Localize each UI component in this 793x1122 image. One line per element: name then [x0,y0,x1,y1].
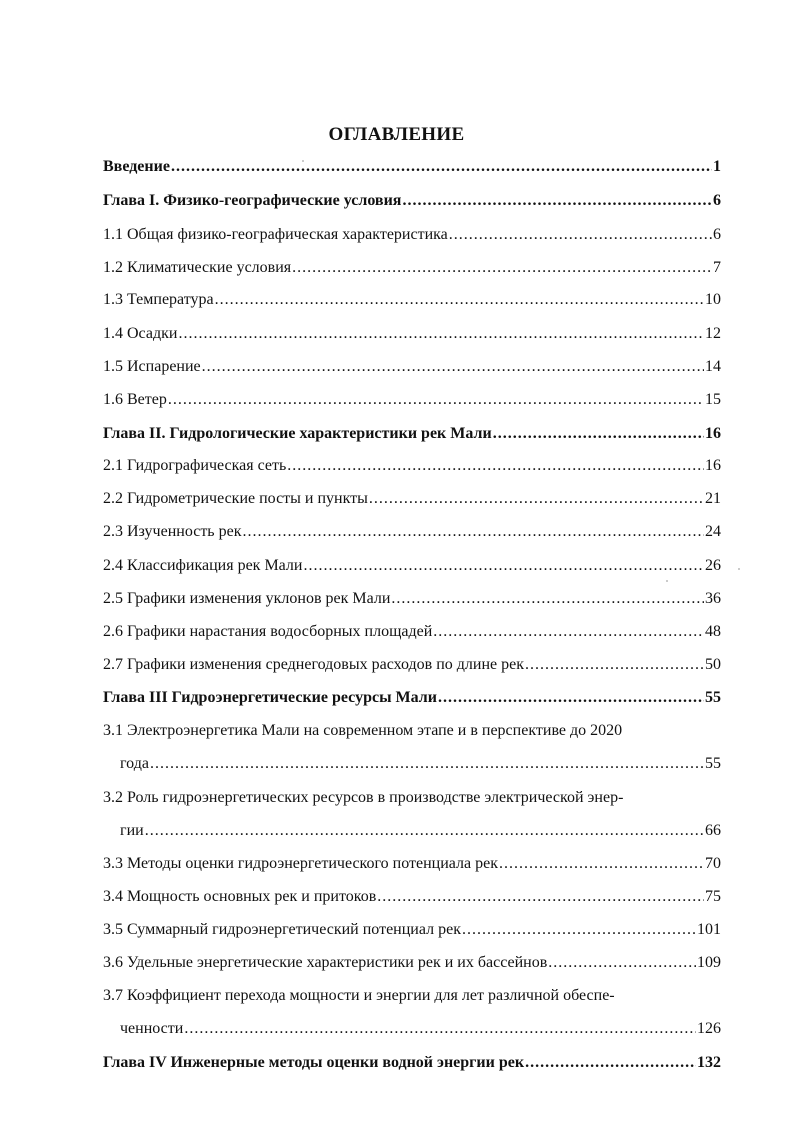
toc-entry-page-number: 7 [713,259,721,276]
toc-entry-section-2-7[interactable] [103,652,721,678]
toc-entry-page-number: 26 [705,557,721,574]
toc-entry-section-2-3[interactable] [103,519,721,545]
toc-entry-page-number: 10 [705,291,721,308]
toc-entry-chapter-4[interactable] [103,1050,721,1076]
dot-leader [242,519,704,545]
toc-entry-label: Глава II. Гидрологические характеристики рек Мали [103,425,492,442]
toc-entry-page-number: 16 [705,425,721,442]
toc-entry-section-2-4[interactable] [103,553,721,579]
toc-entry-label: 2.4 Классификация рек Мали [103,557,303,574]
toc-entry-label: 3.3 Методы оценки гидроэнергетического потенциала рек [103,855,498,872]
toc-entry-label: Глава I. Физико-географические условия [103,192,402,209]
toc-entry-label: 2.2 Гидрометрические посты и пункты [103,490,368,507]
toc-entry-section-2-1[interactable] [103,453,721,479]
toc-entry-page-number: 55 [705,689,721,706]
dot-leader [145,818,704,844]
toc-entry-section-2-2[interactable] [103,486,721,512]
toc-entry-section-2-5[interactable] [103,586,721,612]
toc-entry-section-1-5[interactable] [103,354,721,380]
toc-entry-page-number: 1 [713,158,721,175]
toc-entry-section-1-4[interactable] [103,321,721,347]
toc-entry-label: гии [120,822,144,839]
dot-leader [184,1016,696,1042]
toc-entry-label: 1.2 Климатические условия [103,259,292,276]
toc-entry-label: 1.5 Испарение [103,358,201,375]
toc-entry-page-number: 21 [705,490,721,507]
toc-entry-label: 2.3 Изученность рек [103,523,242,540]
dot-leader [150,751,704,777]
dot-leader [292,255,712,281]
dot-leader [178,321,704,347]
toc-entry-label: Глава IV Инженерные методы оценки водной энергии рек [103,1054,525,1071]
toc-entry-page-number: 50 [705,656,721,673]
dot-leader [287,453,704,479]
scan-speck [666,580,668,582]
dot-leader [525,1050,696,1076]
dot-leader [171,154,712,180]
dot-leader [215,287,704,313]
toc-entry-section-2-6[interactable] [103,619,721,645]
toc-entry-page-number: 101 [697,921,721,938]
dot-leader [168,387,704,413]
toc-entry-label: 2.1 Гидрографическая сеть [103,457,287,474]
toc-entry-section-1-2[interactable] [103,255,721,281]
toc-entry-section-3-7-line1[interactable]: 3.7 Коэффициент перехода мощности и энергии для лет различной обеспе- [103,987,615,1004]
toc-entry-label: 1.3 Температура [103,291,214,308]
toc-entry-label: 3.5 Суммарный гидроэнергетический потенциал рек [103,921,461,938]
dot-leader [548,950,696,976]
toc-entry-page-number: 70 [705,855,721,872]
toc-entry-page-number: 16 [705,457,721,474]
toc-entry-label: Глава III Гидроэнергетические ресурсы Мали [103,689,437,706]
toc-entry-chapter-3[interactable] [103,685,721,711]
dot-leader [525,652,704,678]
dot-leader [391,586,704,612]
dot-leader [303,553,704,579]
toc-entry-page-number: 55 [705,755,721,772]
toc-entry-page-number: 15 [705,391,721,408]
toc-entry-label: 1.1 Общая физико-географическая характеристика [103,226,448,243]
toc-entry-introduction[interactable] [103,154,721,180]
toc-entry-section-3-4[interactable] [103,884,721,910]
toc-entry-section-3-7[interactable] [120,1016,721,1042]
toc-entry-chapter-2[interactable] [103,421,721,447]
toc-entry-label: 1.6 Ветер [103,391,167,408]
toc-entry-label: года [120,755,149,772]
toc-entry-page-number: 75 [705,888,721,905]
toc-entry-label: Введение [103,158,170,175]
toc-entry-section-1-1[interactable] [103,222,721,248]
scan-speck [738,568,740,570]
toc-entry-page-number: 126 [697,1020,721,1037]
toc-entry-label: 2.6 Графики нарастания водосборных площадей [103,623,433,640]
toc-entry-label: 3.6 Удельные энергетические характеристики рек и их бассейнов [103,954,548,971]
toc-entry-section-3-1[interactable] [120,751,721,777]
toc-entry-page-number: 36 [705,590,721,607]
dot-leader [402,188,712,214]
toc-entry-section-3-2-line1[interactable]: 3.2 Роль гидроэнергетических ресурсов в производстве электрической энер- [103,789,624,806]
toc-entry-label: 2.5 Графики изменения уклонов рек Мали [103,590,391,607]
dot-leader [493,421,704,447]
toc-entry-page-number: 6 [713,192,721,209]
toc-entry-section-3-6[interactable] [103,950,721,976]
toc-entry-page-number: 109 [697,954,721,971]
dot-leader [449,222,712,248]
page-title: ОГЛАВЛЕНИЕ [328,124,465,145]
dot-leader [433,619,704,645]
toc-entry-page-number: 48 [705,623,721,640]
toc-entry-page-number: 6 [713,226,721,243]
toc-entry-section-1-6[interactable] [103,387,721,413]
toc-entry-section-3-2[interactable] [120,818,721,844]
toc-entry-label: 3.4 Мощность основных рек и притоков [103,888,377,905]
toc-entry-section-1-3[interactable] [103,287,721,313]
dot-leader [369,486,704,512]
toc-entry-label: 2.7 Графики изменения среднегодовых расходов по длине рек [103,656,524,673]
toc-entry-section-3-5[interactable] [103,917,721,943]
toc-entry-page-number: 24 [705,523,721,540]
toc-entry-chapter-1[interactable] [103,188,721,214]
dot-leader [462,917,696,943]
toc-entry-page-number: 14 [705,358,721,375]
toc-entry-section-3-1-line1[interactable]: 3.1 Электроэнергетика Мали на современном этапе и в перспективе до 2020 [103,722,623,739]
toc-entry-section-3-3[interactable] [103,851,721,877]
toc-entry-label: 1.4 Осадки [103,325,178,342]
scan-speck [302,160,304,162]
toc-entry-page-number: 12 [705,325,721,342]
dot-leader [202,354,704,380]
dot-leader [499,851,704,877]
toc-entry-page-number: 66 [705,822,721,839]
toc-entry-label: ченности [120,1020,184,1037]
dot-leader [377,884,704,910]
toc-entry-page-number: 132 [697,1054,721,1071]
dot-leader [438,685,704,711]
